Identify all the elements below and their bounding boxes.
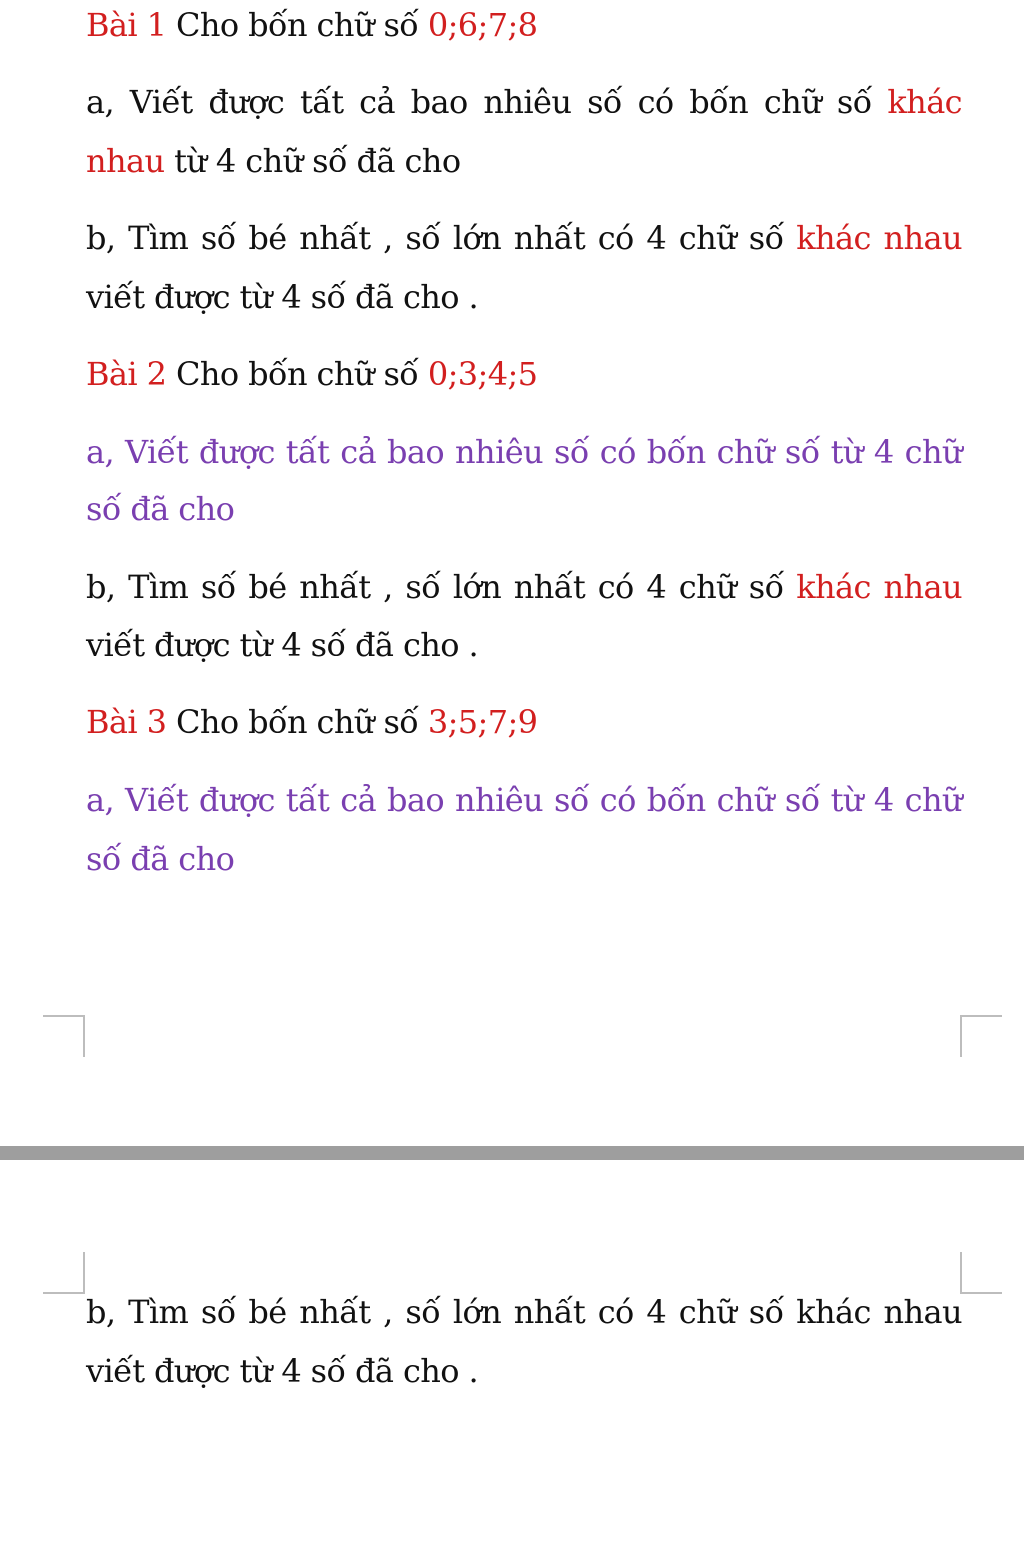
bai3-digits: 3;5;7;9 [427,703,538,741]
bai1-a-text: a, Viết được tất cả bao nhiêu số có bốn chữ số [86,83,872,121]
bai1-a-line-2 [86,141,962,181]
bai2-a-line-2: số đã cho [86,490,235,528]
bai2-b-line-2: viết được từ 4 số đã cho . [86,626,479,664]
bai2-label: Bài 2 [86,355,167,393]
bai2-b-line-1 [86,567,962,607]
bai1-label: Bài 1 [86,6,167,44]
bai1-b-line-2: viết được từ 4 số đã cho . [86,278,479,316]
bai1-digits: 0;6;7;8 [427,6,538,44]
bai2-b-text: b, Tìm số bé nhất , số lớn nhất có 4 chữ số [86,568,784,606]
bai2-b-highlight: khác nhau [796,568,962,606]
bai1-heading [86,5,962,45]
bai1-a-highlight-cont: nhau [86,142,165,180]
bai2-digits: 0;3;4;5 [427,355,538,393]
bai2-a-line-1: a, Viết được tất cả bao nhiêu số có bốn chữ số từ 4 chữ [86,433,962,471]
crop-mark-top-right [960,1252,1002,1294]
bai2-heading [86,354,962,394]
bai1-a-line-1 [86,82,962,122]
bai3-a-line-1: a, Viết được tất cả bao nhiêu số có bốn chữ số từ 4 chữ [86,781,962,819]
bai1-b-highlight: khác nhau [796,219,962,257]
bai1-a-highlight: khác [887,83,962,121]
bai3-b-line-2: viết được từ 4 số đã cho . [86,1352,479,1390]
bai3-label: Bài 3 [86,703,167,741]
bai3-b-line-1: b, Tìm số bé nhất , số lớn nhất có 4 chữ số khác nhau [86,1293,962,1331]
bai3-intro: Cho bốn chữ số [175,703,419,741]
bai1-b-text: b, Tìm số bé nhất , số lớn nhất có 4 chữ số [86,219,784,257]
crop-mark-bottom-right [960,1015,1002,1057]
bai1-b-line-1 [86,218,962,258]
bai1-a-text-cont: từ 4 chữ số đã cho [174,142,461,180]
crop-mark-bottom-left [43,1015,85,1057]
bai2-intro: Cho bốn chữ số [175,355,419,393]
crop-mark-top-left [43,1252,85,1294]
bai1-intro: Cho bốn chữ số [175,6,419,44]
page-separator [0,1146,1024,1160]
bai3-a-line-2: số đã cho [86,840,235,878]
bai3-heading [86,702,962,742]
